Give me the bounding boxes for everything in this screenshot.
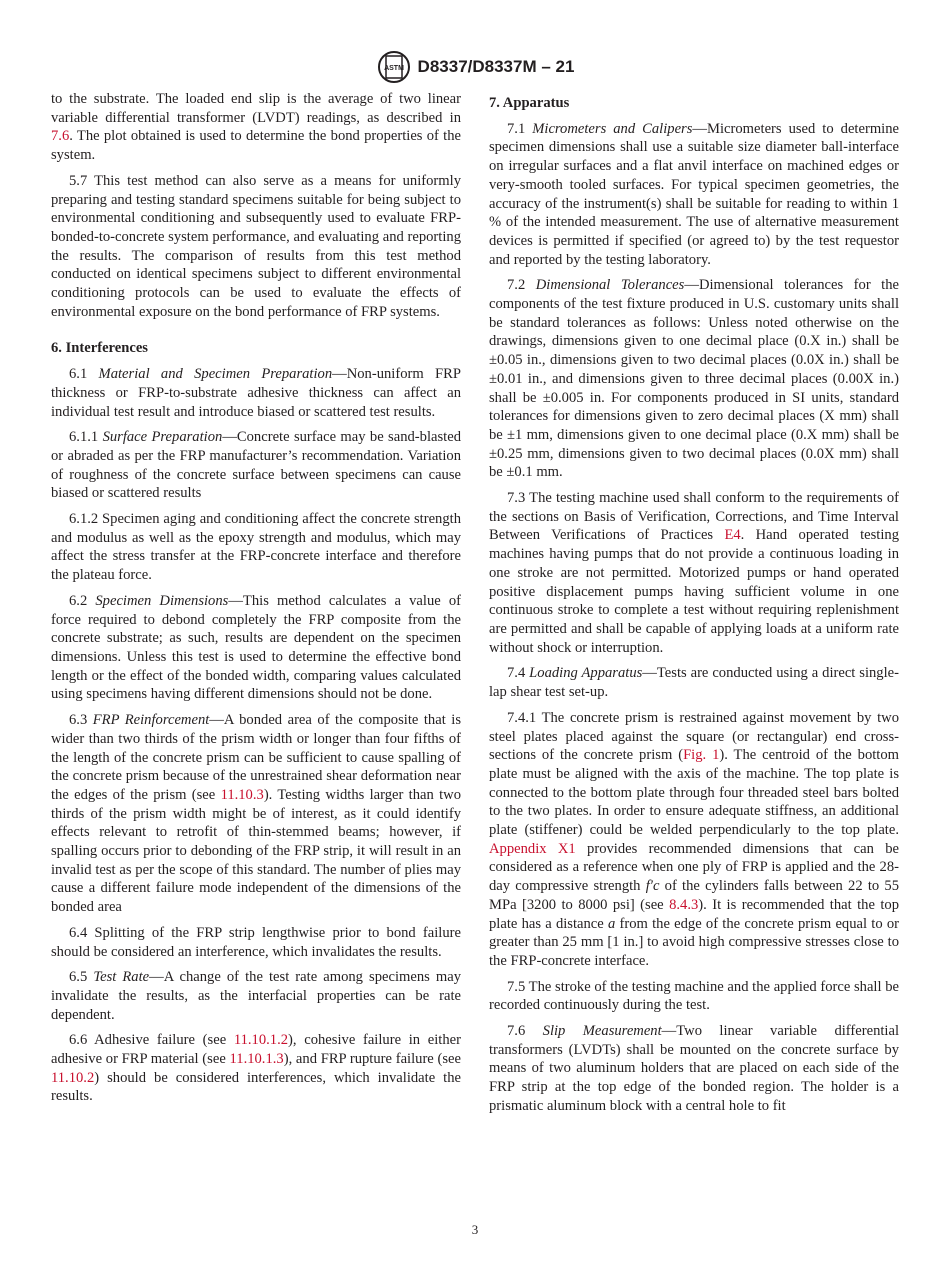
left-column <box>51 90 461 1113</box>
link-appendix-x1[interactable]: Appendix X1 <box>489 840 576 857</box>
paragraph-7-4: 7.4 Loading Apparatus—Tests are conducted using a direct single-lap shear test set-up. <box>489 665 900 701</box>
paragraph-7-3: 7.3 The testing machine used shall conform to the requirements of the sections on Basis of Verification, Corrections, and Time Interval Between Verifications of Practices E4. Hand operated testing machines having pumps that do not provide a continuous loading in one stroke are not permitted. Motorized pumps or hand operated positive displacement pumps having sufficient volume in one continuous stroke to complete a test without requiring replenishment are permitted and shall be capable of applying loads at a uniform rate without shock or interruption. <box>489 490 899 656</box>
paragraph-6-2: 6.2 Specimen Dimensions—This method calculates a value of force required to debond completely the FRP composite from the concrete substrate; as such, results are dependent on the specimen dimensions. Unless this test is used to determine the effective bond length or the effect of the bonded width, comparing values calculated using specimens having different dimensions should not be done. <box>51 592 462 703</box>
link-fig-1[interactable]: Fig. 1 <box>683 747 720 764</box>
paragraph-6-3: 6.3 FRP Reinforcement—A bonded area of the composite that is wider than two thirds of the prism width or longer than four fifths of the length of the concrete prism can be sufficient to cause spalling of the concrete prism because of the unrestrained shear deformation near the edges of the prism (see 11.10.3). Testing widths larger than two thirds of the prism width might be of interest, as it could identify effects relevant to retrofit of thin-stemmed beams; however, if spalling occurs prior to debonding of the FRP strip, it will result in an invalid test as per the scope of this standard. The number of plies may cause a different failure mode independent of the dimensions of the bonded area <box>51 712 461 916</box>
paragraph-6-1: 6.1 Material and Specimen Preparation—Non-uniform FRP thickness or FRP-to-substrate adhesive thickness can affect an individual test result and introduce biased or scattered test results. <box>51 366 461 420</box>
paragraph-5-6-continued: to the substrate. The loaded end slip is the average of two linear variable differential transformer (LVDT) readings, as described in 7.6. The plot obtained is used to determine the bond properties of the system. <box>51 91 461 164</box>
paragraph-6-6: 6.6 Adhesive failure (see 11.10.1.2), cohesive failure in either adhesive or FRP material (see 11.10.1.3), and FRP rupture failure (see 11.10.2) should be considered interferences, which invalidate the results. <box>51 1032 461 1105</box>
link-11-10-2[interactable]: 11.10.2 <box>51 1069 95 1086</box>
astm-logo-icon <box>376 50 412 84</box>
link-e4[interactable]: E4 <box>724 527 741 544</box>
section-heading-apparatus: 7. Apparatus <box>489 95 570 111</box>
page-number: 3 <box>471 1222 479 1237</box>
paragraph-7-5: 7.5 The stroke of the testing machine and the applied force shall be recorded continuously during the test. <box>489 978 899 1014</box>
paragraph-7-1: 7.1 Micrometers and Calipers—Micrometers used to determine specimen dimensions shall use a suitable size diameter ball-interface on irregular surfaces and a flat anvil interface on machined edges or very-smooth tooled surfaces. For typical specimen geometries, the accuracy of the instrument(s) shall be suitable for reading to within 1 % of the intended measurement. The use of alternative measurement devices is permitted if specified (or agreed to) by the test requestor and reported by the testing laboratory. <box>489 120 899 268</box>
link-11-10-1-3[interactable]: 11.10.1.3 <box>229 1051 284 1068</box>
paragraph-6-4: 6.4 Splitting of the FRP strip lengthwise prior to bond failure should be considered an interference, which invalidates the results. <box>51 924 461 960</box>
paragraph-7-6: 7.6 Slip Measurement—Two linear variable differential transformers (LVDTs) shall be mounted on the concrete surface by means of two aluminum holders that are placed on each side of the FRP strip at the top edge of the bonded region. The holder is a prismatic aluminum block with a central hole to fit <box>489 1023 900 1114</box>
paragraph-7-4-1: 7.4.1 The concrete prism is restrained against movement by two steel plates placed against the square (or rectangular) end cross-sections of the concrete prism (Fig. 1). The centroid of the bottom plate must be aligned with the axis of the machine. The top plate is connected to the bottom plate through four threaded steel bars bolted to the two plates. In order to ensure adequate stiffness, an additional plate (stiffener) could be welded perpendicularly to the top plate. Appendix X1 provides recommended dimensions that can be considered as a reference when one ply of FRP is applied and the 28-day compressive strength f′c of the cylinders falls between 22 to 55 MPa [3200 to 8000 psi] (see 8.4.3). It is recommended that the top plate has a distance a from the edge of the concrete prism equal to or greater than 25 mm [1 in.] to avoid high compressive stresses close to the FRP-concrete interface. <box>489 709 900 969</box>
link-11-10-3[interactable]: 11.10.3 <box>220 786 264 803</box>
paragraph-5-7: 5.7 This test method can also serve as a means for uniformly preparing and testing standard specimens suitable for being subject to environmental conditioning and subsequently used to evaluate FRP-bonded-to-concrete system performance, and evaluating and reporting the results. The comparison of results from this test method conducted on identical specimens subject to different environmental conditioning protocols can be used to evaluate the effects of environmental exposure on the bond performance of FRP systems. <box>51 172 461 320</box>
section-heading-interferences: 6. Interferences <box>51 340 148 357</box>
paragraph-6-1-2: 6.1.2 Specimen aging and conditioning affect the concrete strength and modulus as well as the epoxy strength and modulus, which may affect the stress transfer at the FRP-concrete interface and therefore the plateau force. <box>51 511 461 584</box>
paragraph-7-2: 7.2 Dimensional Tolerances—Dimensional tolerances for the components of the test fixture produced in U.S. customary units shall be standard tolerances as follows: Unless noted otherwise on the drawings, dimensions given to one decimal place (0.X in.) shall be ±0.05 in., dimensions given to two decimal places (0.0X in.) shall be ±0.01 in., and dimensions given to three decimal places (0.00X in.) shall be ±0.005 in. For components produced in SI units, standard tolerances for dimensions given to zero decimal places (X mm) shall be ±1 mm, dimensions given to one decimal place (0.X mm) shall be ±0.25 mm, dimensions given to two decimal places (0.0X mm) shall be ±0.1 mm. <box>489 277 900 481</box>
link-7-6[interactable]: 7.6 <box>51 128 70 145</box>
document-designation: D8337/D8337M – 21 <box>417 57 575 76</box>
page-header <box>0 50 950 84</box>
paragraph-6-5: 6.5 Test Rate—A change of the test rate among specimens may invalidate the results, as the interfacial properties can be rate dependent. <box>51 969 461 1023</box>
svg-text:ASTM: ASTM <box>383 65 404 72</box>
paragraph-6-1-1: 6.1.1 Surface Preparation—Concrete surface may be sand-blasted or abraded as per the FRP manufacturer’s recommendation. Variation of roughness of the concrete surface between specimens can cause biased or scattered results <box>51 429 462 502</box>
link-8-4-3[interactable]: 8.4.3 <box>669 896 699 913</box>
fc-symbol: f′c <box>645 878 660 895</box>
right-column <box>489 90 899 1123</box>
link-11-10-1-2[interactable]: 11.10.1.2 <box>233 1032 289 1049</box>
